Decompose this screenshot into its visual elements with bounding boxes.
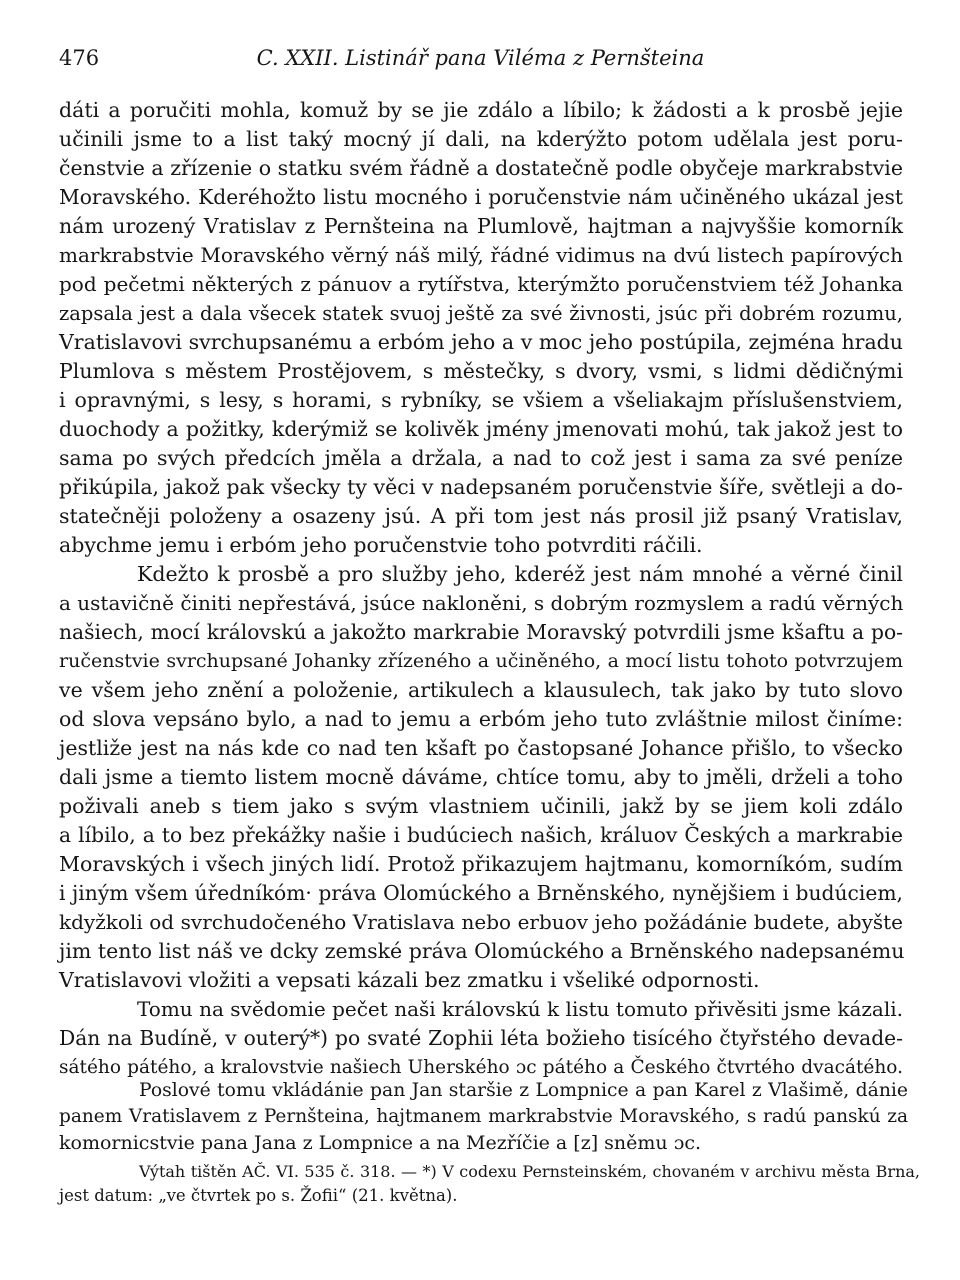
footnote-line: jest datum: „ve čtvrtek po s. Žofii“ (21. května). — [59, 1186, 458, 1205]
text-line: Plumlova s městem Prostějovem, s městečky, s dvory, vsmi, s lidmi dědičnými — [59, 359, 903, 383]
text-line: sátého pátého, a kralovstvie našiech Uherského ɔc pátého a Českého čtvrtého dvacátého. — [59, 1057, 903, 1078]
text-line: dáti a poručiti mohla, komuž by se jie zdálo a líbilo; k žádosti a k prosbě jejie — [59, 98, 903, 122]
text-line: jim tento list náš ve dcky zemské práva Olomúckého a Brněnského nadepsanému — [59, 939, 905, 963]
text-line: ve všem jeho znění a položenie, artikulech a klausulech, tak jako by tuto slovo — [59, 678, 903, 702]
page-header — [59, 46, 902, 80]
text-line: markrabstvie Moravského věrný náš milý, řádné vidimus na dvú listech papírových — [59, 243, 903, 267]
text-line: Moravského. Kderéhožto listu mocného i poručenstvie nám učiněného ukázal jest — [59, 185, 903, 209]
text-line: Tomu na svědomie pečet naši královskú k listu tomuto přivěsiti jsme kázali. — [137, 997, 903, 1021]
text-line: zapsala jest a dala všecek statek svuoj ještě za své živnosti, jsúc při dobrém rozumu, — [59, 302, 903, 325]
text-line: přikúpila, jakož pak všecky ty věci v nadepsaném poručenstvie šíře, světleji a do- — [59, 475, 903, 499]
note-line: komornicstvie pana Jana z Lompnice a na Mezříčie a [z] sněmu ɔc. — [59, 1132, 702, 1154]
text-line: dali jsme a tiemto listem mocně dáváme, chtíce tomu, aby to jměli, drželi a toho — [59, 765, 903, 789]
footnote-line: Výtah tištěn AČ. VI. 535 č. 318. — *) V codexu Pernsteinském, chovaném v archivu města Brna, — [139, 1162, 920, 1181]
text-line: poživali aneb s tiem jako s svým vlastniem učinili, jakž by se jiem koli zdálo — [59, 794, 903, 818]
text-line: Dán na Budíně, v outerý*) po svaté Zophii léta božieho tisícého čtyřstého devade- — [59, 1026, 903, 1050]
text-line: od slova vepsáno bylo, a nad to jemu a erbóm jeho tuto zvláštnie milost činíme: — [59, 707, 903, 731]
text-line: ručenstvie svrchupsané Johanky zřízeného a učiněného, a mocí listu tohoto potvrzujem — [59, 650, 903, 672]
text-line: a líbilo, a to bez překážky našie i budúciech našich, králuov Českých a markrabie — [59, 823, 903, 847]
page-number: 476 — [59, 46, 100, 70]
note-line: Poslové tomu vkládánie pan Jan staršie z Lompnice a pan Karel z Vlašimě, dánie — [139, 1080, 908, 1101]
note-paragraph — [59, 1078, 908, 1156]
text-line: sama po svých předcích jměla a držala, a nad to což jest i sama za své peníze — [59, 446, 903, 470]
text-line: abychme jemu i erbóm jeho poručenstvie toho potvrditi ráčili. — [59, 533, 703, 557]
running-title: C. XXII. Listinář pana Viléma z Pernšteina — [256, 46, 705, 70]
footnote — [59, 1160, 920, 1208]
text-line: Vratislavovi vložiti a vepsati kázali bez zmatku i všeliké odpornosti. — [59, 968, 760, 992]
text-line: kdyžkoli od svrchudočeného Vratislava nebo erbuov jeho požádánie budete, abyšte — [59, 910, 903, 934]
text-line: našiech, mocí královskú a jakožto markrabie Moravský potvrdili jsme kšaftu a po- — [59, 620, 903, 644]
text-line: Kdežto k prosbě a pro služby jeho, kderéž jest nám mnohé a věrné činil — [137, 562, 903, 586]
text-line: i opravnými, s lesy, s horami, s rybníky, se všiem a všeliakajm příslušenstviem, — [59, 388, 903, 412]
text-line: učinili jsme to a list taký mocný jí dali, na kderýžto potom udělala jest poru- — [59, 127, 903, 151]
main-text — [59, 96, 903, 1082]
text-line: nám urozený Vratislav z Pernšteina na Plumlově, hajtman a najvyššie komorník — [59, 214, 903, 238]
text-line: i jiným všem úředníkóm· práva Olomúckého a Brněnského, nynějšiem i budúciem, — [59, 881, 903, 905]
text-line: a ustavičně činiti nepřestává, jsúce nakloněni, s dobrým rozmyslem a radú věrných — [59, 591, 904, 615]
note-line: panem Vratislavem z Pernšteina, hajtmanem markrabstvie Moravského, s radú panskú za — [59, 1106, 908, 1127]
text-line: Moravských i všech jiných lidí. Protož přikazujem hajtmanu, komorníkóm, sudím — [59, 852, 903, 876]
text-line: pod pečetmi některých z pánuov a rytířstva, kterýmžto poručenstviem též Johanka — [59, 272, 903, 296]
text-line: duochody a požitky, kderýmiž se kolivěk jmény jmenovati mohú, tak jakož jest to — [59, 417, 903, 441]
text-line: statečněji položeny a osazeny jsú. A při tom jest nás prosil již psaný Vratislav, — [59, 504, 903, 528]
text-line: jestliže jest na nás kde co nad ten kšaft po častopsané Johance přišlo, to všecko — [59, 736, 903, 760]
text-line: Vratislavovi svrchupsanému a erbóm jeho a v moc jeho postúpila, zejména hradu — [59, 330, 903, 354]
text-line: čenstvie a zřízenie o statku svém řádně a dostatečně podle obyčeje markrabstvie — [59, 156, 903, 180]
